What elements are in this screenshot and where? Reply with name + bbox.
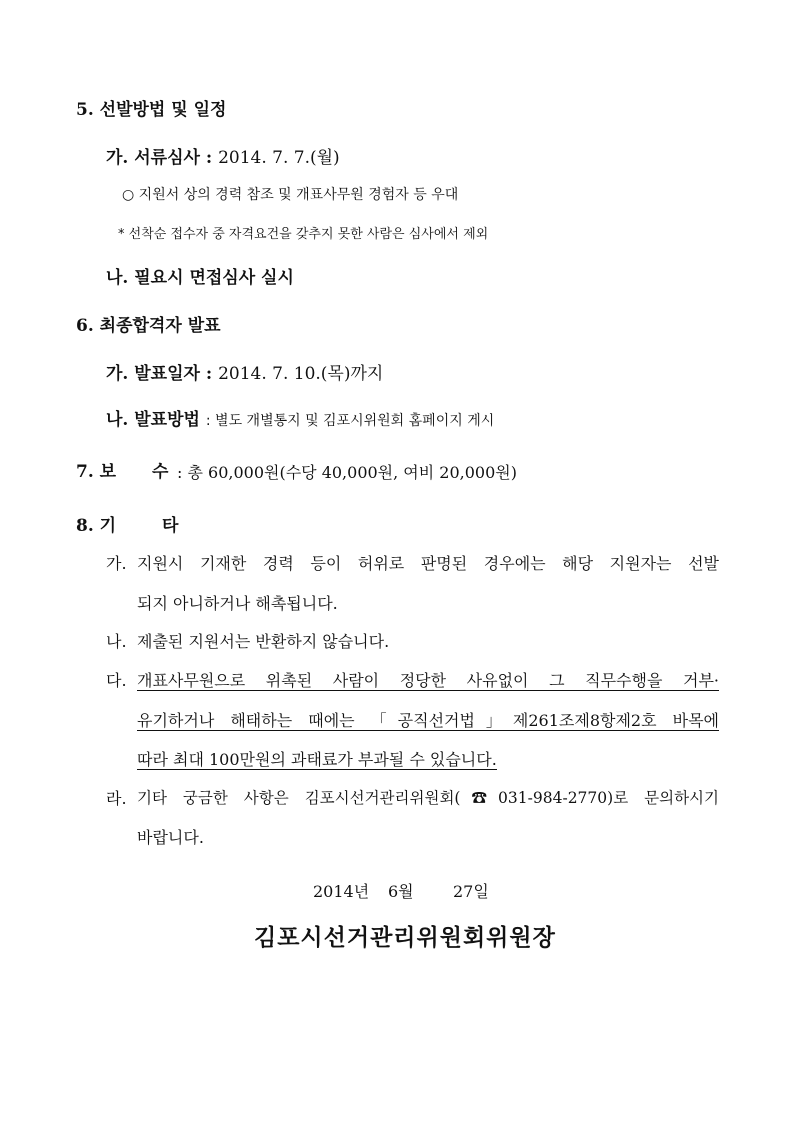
section-8-item-line: 유기하거나 해태하는 때에는 「공직선거법」제261조제8항제2호 바목에 [137, 711, 719, 730]
signature: 김포시선거관리위원회위원장 [254, 924, 556, 951]
section-8-item-marker: 나. [106, 632, 127, 651]
section-8-item-line: 기타 궁금한 사항은 김포시선거관리위원회(☎031-984-2770)로 문의하시기 [137, 789, 719, 807]
section-5a-label-text: 가. 서류심사 : [106, 148, 213, 168]
section-6-heading: 6. 최종합격자 발표 [76, 316, 221, 336]
section-8-item-line: 제출된 지원서는 반환하지 않습니다. [137, 632, 390, 651]
section-8-item-marker: 가. [106, 554, 127, 573]
section-8-item-marker: 다. [106, 671, 127, 690]
section-6a-value: 2014. 7. 10.(목)까지 [218, 364, 384, 384]
section-6b-label [106, 412, 494, 429]
section-5a-footnote: * 선착순 접수자 중 자격요건을 갖추지 못한 사람은 심사에서 제외 [118, 227, 489, 242]
section-8-item-line: 지원시 기재한 경력 등이 허위로 판명된 경우에는 해당 지원자는 선발 [137, 554, 719, 573]
section-8-item-line: 따라 최대 100만원의 과태료가 부과될 수 있습니다. [137, 750, 497, 769]
date-year: 2014년 [313, 882, 370, 901]
section-6b-label-text: 나. 발표방법 [106, 410, 200, 430]
section-8-item-marker: 라. [106, 789, 127, 808]
section-5a-label [106, 150, 340, 167]
section-5b-label: 나. 필요시 면접심사 실시 [106, 268, 294, 288]
section-6b-value: : 별도 개별통지 및 김포시위원회 홈페이지 게시 [205, 413, 495, 429]
section-5-heading: 5. 선발방법 및 일정 [76, 100, 227, 120]
section-5a-value: 2014. 7. 7.(월) [218, 148, 340, 168]
section-8-number: 8. 기 [76, 516, 117, 536]
date-day: 27일 [453, 882, 489, 901]
section-7-number: 7. 보 [76, 462, 117, 482]
section-8-label: 타 [162, 516, 179, 536]
section-7-value: : 총 60,000원(수당 40,000원, 여비 20,000원) [177, 463, 517, 482]
date-month: 6월 [388, 882, 414, 901]
section-6a-label-text: 가. 발표일자 : [106, 364, 213, 384]
section-5a-note: ○ 지원서 상의 경력 참조 및 개표사무원 경험자 등 우대 [122, 187, 459, 203]
section-8-item-line: 되지 아니하거나 해촉됩니다. [137, 594, 338, 613]
section-8-item-line: 개표사무원으로 위촉된 사람이 정당한 사유없이 그 직무수행을 거부· [137, 671, 719, 690]
section-7-label: 수 [152, 462, 169, 482]
section-8-item-line: 바랍니다. [137, 828, 204, 847]
section-6a-label [106, 366, 383, 383]
